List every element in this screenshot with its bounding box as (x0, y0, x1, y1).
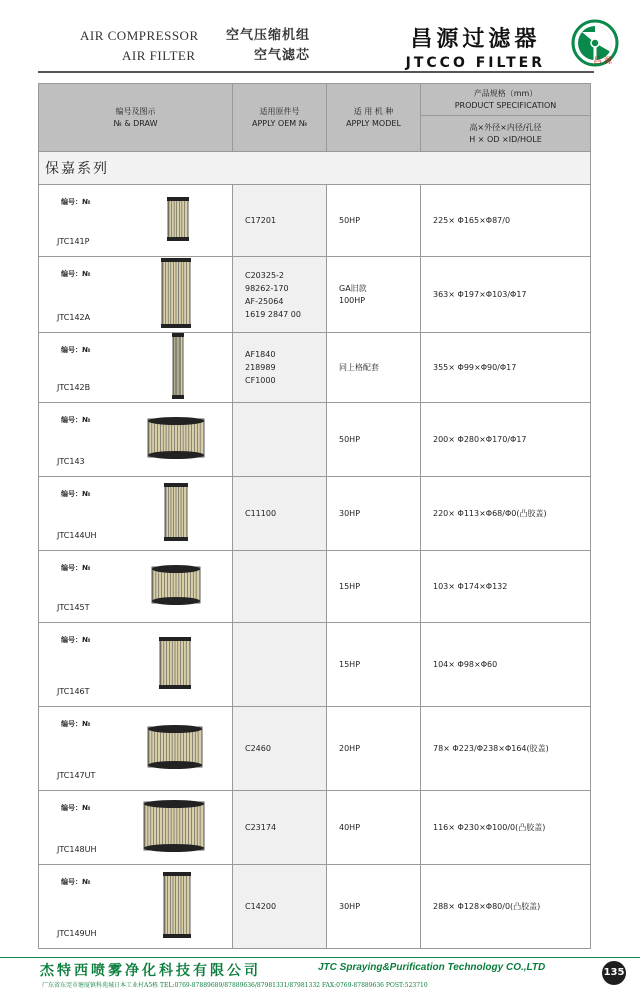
col-oem-header (233, 84, 327, 152)
number-label: 编号：№ (61, 804, 91, 812)
header-line-1 (80, 26, 310, 46)
number-label: 编号：№ (61, 636, 91, 644)
product-code: JTC142A (57, 313, 91, 322)
table-row (39, 865, 591, 949)
spec-cell: 104× Φ98×Φ60 (421, 623, 591, 707)
series-title: 保嘉系列 (39, 152, 591, 185)
draw-cell (39, 257, 233, 333)
oem-cell (233, 551, 327, 623)
footer-company-zh: 杰特西喷雾净化科技有限公司 (40, 963, 261, 979)
draw-cell (39, 551, 233, 623)
model-cell: 40HP (327, 791, 421, 865)
table-row (39, 623, 591, 707)
spec-cell: 288× Φ128×Φ80/0(凸胶盖) (421, 865, 591, 949)
brand-logo-caption: 昌 源 (593, 56, 612, 65)
draw-cell (39, 403, 233, 477)
filter-image (161, 258, 191, 332)
header-line1-zh: 空气压缩机组 (225, 28, 310, 43)
spec-cell: 116× Φ230×Φ100/0(凸胶盖) (421, 791, 591, 865)
col-spec-header-en: PRODUCT SPECIFICATION (454, 100, 557, 110)
product-code: JTC142B (57, 383, 91, 392)
product-code: JTC141P (57, 237, 90, 246)
filter-image (164, 483, 188, 545)
table-row (39, 791, 591, 865)
product-code: JTC145T (57, 603, 90, 612)
filter-image (151, 565, 201, 609)
number-label: 编号：№ (61, 720, 91, 728)
header-title-block (80, 26, 310, 66)
filter-image (167, 197, 189, 245)
table-row (39, 333, 591, 403)
filter-image (163, 872, 191, 942)
model-cell: 30HP (327, 865, 421, 949)
product-table (38, 83, 591, 949)
filter-image (147, 417, 205, 463)
header-line1-en: AIR COMPRESSOR (80, 28, 199, 43)
filter-image (159, 637, 191, 693)
spec-cell: 355× Φ99×Φ90/Φ17 (421, 333, 591, 403)
header-line-2 (80, 46, 310, 66)
oem-cell: C20325-2 98262-170 AF-25064 1619 2847 00 (233, 257, 327, 333)
brand-name-en: JTCCO FILTER (405, 55, 545, 71)
table-body (39, 185, 591, 949)
col-oem-header-zh: 适用原件号 (259, 106, 300, 116)
footer-company-en: JTC Spraying&Purification Technology CO.,LTD (318, 962, 546, 973)
col-oem-header-en: APPLY OEM № (251, 118, 308, 128)
model-cell: 20HP (327, 707, 421, 791)
number-label: 编号：№ (61, 416, 91, 424)
model-cell: GA旧款 100HP (327, 257, 421, 333)
oem-cell: AF1840 218989 CF1000 (233, 333, 327, 403)
oem-cell: C17201 (233, 185, 327, 257)
number-label: 编号：№ (61, 346, 91, 354)
model-cell: 50HP (327, 185, 421, 257)
product-code: JTC148UH (57, 845, 97, 854)
product-code: JTC147UT (57, 771, 96, 780)
col-draw-header (39, 84, 233, 152)
filter-image (147, 725, 203, 773)
col-draw-header-zh: 编号及图示 (115, 106, 156, 116)
col-spec-header (421, 84, 591, 116)
spec-cell: 363× Φ197×Φ103/Φ17 (421, 257, 591, 333)
oem-cell (233, 623, 327, 707)
header-rule (38, 71, 594, 73)
col-spec-sub-zh: 高×外径×内径/孔径 (469, 122, 542, 132)
oem-cell: C14200 (233, 865, 327, 949)
table-row (39, 707, 591, 791)
number-label: 编号：№ (61, 564, 91, 572)
draw-cell (39, 865, 233, 949)
spec-cell: 225× Φ165×Φ87/0 (421, 185, 591, 257)
col-model-header-en: APPLY MODEL (346, 118, 401, 128)
footer-bar (0, 957, 640, 994)
oem-cell: C2460 (233, 707, 327, 791)
draw-cell (39, 707, 233, 791)
model-cell: 30HP (327, 477, 421, 551)
col-model-header (327, 84, 421, 152)
table-row (39, 403, 591, 477)
number-label: 编号：№ (61, 270, 91, 278)
col-model-header-zh: 适 用 机 种 (353, 106, 394, 116)
table-row (39, 257, 591, 333)
oem-cell (233, 403, 327, 477)
table-row (39, 185, 591, 257)
draw-cell (39, 791, 233, 865)
col-spec-subheader (421, 116, 591, 152)
spec-cell: 220× Φ113×Φ68/Φ0(凸胶盖) (421, 477, 591, 551)
spec-cell: 78× Φ223/Φ238×Φ164(胶盖) (421, 707, 591, 791)
model-cell: 15HP (327, 623, 421, 707)
draw-cell (39, 477, 233, 551)
draw-cell (39, 185, 233, 257)
draw-cell (39, 623, 233, 707)
brand-name-cn: 昌源过滤器 (410, 27, 541, 52)
number-label: 编号：№ (61, 198, 91, 206)
header-line2-zh: 空气滤芯 (253, 48, 310, 63)
draw-cell (39, 333, 233, 403)
header-line2-en: AIR FILTER (122, 48, 196, 63)
page-number: 135 (602, 961, 626, 985)
col-spec-header-zh: 产品规格（mm） (473, 88, 538, 98)
model-cell: 50HP (327, 403, 421, 477)
filter-image (172, 333, 184, 403)
product-code: JTC143 (57, 457, 85, 466)
spec-cell: 200× Φ280×Φ170/Φ17 (421, 403, 591, 477)
table-row (39, 477, 591, 551)
brand-block (406, 22, 545, 71)
model-cell: 15HP (327, 551, 421, 623)
product-code: JTC149UH (57, 929, 97, 938)
product-code: JTC144UH (57, 531, 97, 540)
filter-image (143, 800, 205, 856)
spec-cell: 103× Φ174×Φ132 (421, 551, 591, 623)
product-code: JTC146T (57, 687, 90, 696)
col-spec-sub-en: H × OD ×ID/HOLE (469, 134, 542, 144)
oem-cell: C11100 (233, 477, 327, 551)
model-cell: 同上格配套 (327, 333, 421, 403)
table-row (39, 551, 591, 623)
footer-address: 广东省东莞市塘厦镇科苑城日本工业村A5栋 TEL:0769-87889689/87889636/87981331/87981332 FAX:0769-87889636 POST:523710 (42, 982, 428, 989)
number-label: 编号：№ (61, 878, 91, 886)
col-draw-header-en: № & DRAW (113, 118, 158, 128)
oem-cell: C23174 (233, 791, 327, 865)
number-label: 编号：№ (61, 490, 91, 498)
